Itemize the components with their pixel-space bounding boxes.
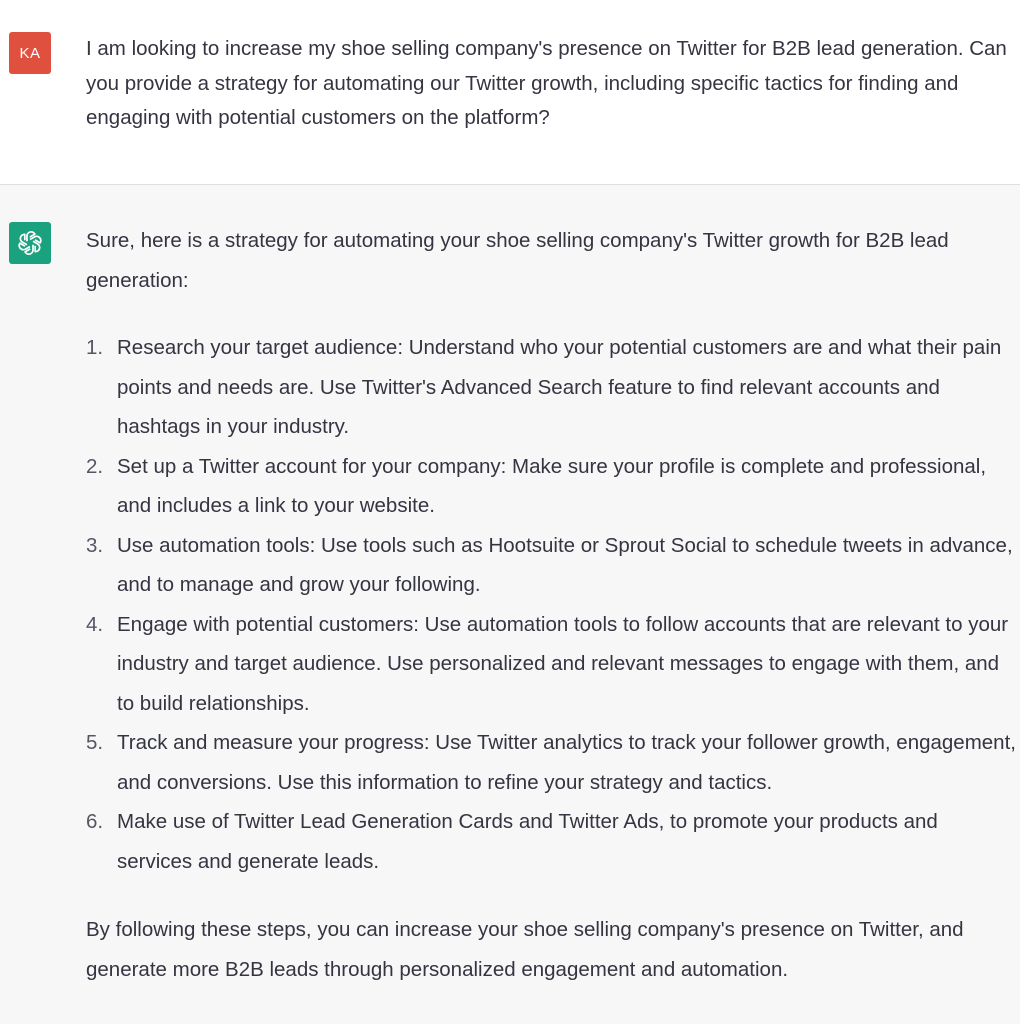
assistant-message-row: [0, 185, 1020, 1024]
list-item-number: 2.: [86, 454, 104, 478]
list-item: [86, 802, 1016, 881]
list-item-text: Make use of Twitter Lead Generation Cards and Twitter Ads, to promote your products and services and generate leads.: [117, 810, 938, 873]
list-item-text: Use automation tools: Use tools such as Hootsuite or Sprout Social to schedule tweets in advance, and to manage and grow your following.: [117, 533, 1013, 596]
openai-logo-icon: [16, 229, 44, 257]
list-item-number: 5.: [86, 731, 104, 754]
list-item-text: Engage with potential customers: Use automation tools to follow accounts that are relevant to your industry and target audience. Use personalized and relevant messages to engage with them, and to build relationships.: [117, 612, 1009, 715]
list-item-text: Set up a Twitter account for your company: Make sure your profile is complete and professional, and includes a link to your website.: [117, 454, 987, 517]
list-item-text: Track and measure your progress: Use Twitter analytics to track your follower growth, engagement, and conversions. Use this information to refine your strategy and tactics.: [117, 731, 1016, 794]
user-avatar: [9, 32, 51, 74]
assistant-avatar: [9, 222, 51, 264]
list-item-number: 6.: [86, 810, 104, 833]
user-message-text: I am looking to increase my shoe selling company's presence on Twitter for B2B lead generation. Can you provide a strategy for automating our Twitter growth, including specific tactics for finding and engaging with potential customers on the platform?: [86, 37, 1007, 129]
list-item: [86, 526, 1016, 605]
assistant-conclusion-text: By following these steps, you can increase your shoe selling company's presence on Twitter, and generate more B2B leads through personalized engagement and automation.: [86, 918, 964, 981]
strategy-steps-list: [86, 328, 1016, 881]
list-item: [86, 723, 1016, 802]
list-item-number: 4.: [86, 612, 104, 636]
list-item-number: 3.: [86, 533, 104, 557]
list-item: [86, 447, 1016, 526]
list-item-text: Research your target audience: Understand who your potential customers are and what their pain points and needs are. Use Twitter's Advanced Search feature to find relevant accounts and hashtags in your industry.: [117, 336, 1002, 438]
assistant-intro-text: Sure, here is a strategy for automating your shoe selling company's Twitter growth for B2B lead generation:: [86, 229, 949, 292]
user-avatar-initials: KA: [19, 44, 41, 62]
list-item-number: 1.: [86, 336, 104, 359]
list-item: [86, 605, 1016, 724]
user-message-row: [0, 0, 1020, 185]
list-item: [86, 328, 1016, 447]
assistant-message-body: [86, 221, 1016, 989]
